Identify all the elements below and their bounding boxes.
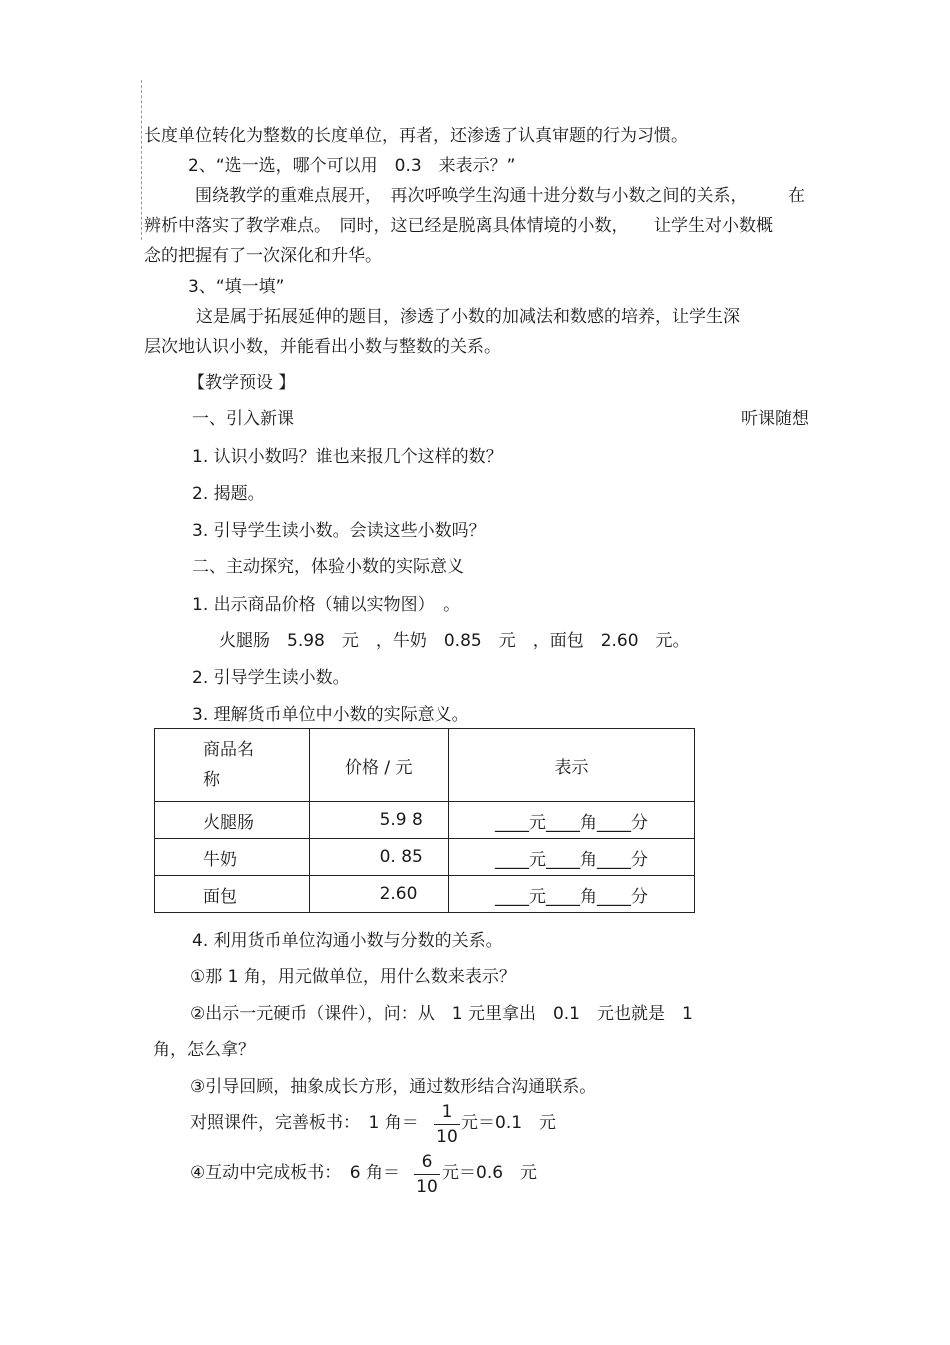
fraction-denominator: 10 bbox=[416, 1177, 438, 1197]
table-row bbox=[155, 802, 695, 839]
list-item: 1. 出示商品价格（辅以实物图） 。 bbox=[192, 595, 461, 615]
paragraph-line: 在 bbox=[788, 186, 805, 206]
fraction-numerator: 1 bbox=[441, 1102, 453, 1122]
price-table bbox=[154, 728, 695, 913]
cell-fill-blanks: ____元____角____分 bbox=[448, 802, 694, 839]
list-item: 4. 利用货币单位沟通小数与分数的关系。 bbox=[192, 931, 503, 951]
cell-price: 0. 85 bbox=[309, 839, 448, 876]
section-heading: 二、主动探究，体验小数的实际意义 bbox=[192, 557, 464, 577]
fraction-denominator: 10 bbox=[436, 1127, 458, 1147]
fraction-numerator: 6 bbox=[421, 1152, 433, 1172]
fraction-six-tenths bbox=[414, 1152, 440, 1197]
list-item: 3. 理解货币单位中小数的实际意义。 bbox=[192, 705, 469, 725]
cell-price: 2.60 bbox=[309, 876, 448, 913]
section-heading: 一、引入新课 bbox=[192, 409, 294, 429]
fraction-bar bbox=[414, 1174, 440, 1175]
item-heading: 2、“选一选，哪个可以用 0.3 来表示？” bbox=[188, 156, 516, 176]
side-note-heading: 听课随想 bbox=[741, 409, 809, 429]
paragraph-line: 念的把握有了一次深化和升华。 bbox=[144, 246, 382, 266]
table-row bbox=[155, 839, 695, 876]
sub-item-continuation: 角，怎么拿？ bbox=[153, 1040, 255, 1060]
fraction-one-tenth bbox=[434, 1102, 460, 1147]
section-heading: 【教学预设 】 bbox=[188, 373, 296, 393]
cell-fill-blanks: ____元____角____分 bbox=[448, 839, 694, 876]
paragraph-line: 层次地认识小数，并能看出小数与整数的关系。 bbox=[144, 337, 501, 357]
header-label bbox=[203, 735, 309, 795]
board-note-lead: 对照课件，完善板书： 1 角＝ bbox=[190, 1113, 419, 1133]
paragraph-line: 长度单位转化为整数的长度单位，再者，还渗透了认真审题的行为习惯。 bbox=[144, 126, 688, 146]
cell-item-name: 火腿肠 bbox=[155, 802, 310, 839]
header-label-line: 商品名 bbox=[203, 740, 254, 760]
cell-fill-blanks: ____元____角____分 bbox=[448, 876, 694, 913]
table-row bbox=[155, 876, 695, 913]
paragraph-line: 这是属于拓展延伸的题目，渗透了小数的加减法和数感的培养，让学生深 bbox=[196, 307, 740, 327]
list-item: 3. 引导学生读小数。会读这些小数吗？ bbox=[192, 521, 486, 541]
board-note-result: 元＝0.6 元 bbox=[442, 1163, 538, 1183]
cell-price: 5.9 8 bbox=[309, 802, 448, 839]
sub-item: ①那 1 角，用元做单位，用什么数来表示？ bbox=[190, 967, 516, 987]
list-item: 1. 认识小数吗？谁也来报几个这样的数？ bbox=[192, 447, 503, 467]
sub-item: ③引导回顾，抽象成长方形，通过数形结合沟通联系。 bbox=[190, 1077, 597, 1097]
header-cell-price: 价格 / 元 bbox=[309, 729, 448, 802]
paragraph-line: 围绕教学的重难点展开， 再次呼唤学生沟通十进分数与小数之间的关系， bbox=[195, 186, 748, 206]
table-header-row bbox=[155, 729, 695, 802]
header-label-line: 称 bbox=[203, 770, 220, 790]
list-item: 2. 引导学生读小数。 bbox=[192, 668, 350, 688]
sub-item: ②出示一元硬币（课件），问：从 1 元里拿出 0.1 元也就是 1 bbox=[190, 1004, 693, 1024]
list-item: 2. 揭题。 bbox=[192, 484, 265, 504]
cell-item-name: 牛奶 bbox=[155, 839, 310, 876]
margin-dashed-line bbox=[141, 80, 142, 240]
board-note-result: 元＝0.1 元 bbox=[461, 1113, 557, 1133]
board-note-lead: ④互动中完成板书： 6 角＝ bbox=[190, 1163, 400, 1183]
header-cell-name bbox=[155, 729, 310, 802]
header-cell-representation: 表示 bbox=[448, 729, 694, 802]
fraction-bar bbox=[434, 1124, 460, 1125]
item-heading: 3、“填一填” bbox=[188, 277, 285, 297]
cell-item-name: 面包 bbox=[155, 876, 310, 913]
paragraph-line: 辨析中落实了教学难点。 同时，这已经是脱离具体情境的小数， 让学生对小数概 bbox=[144, 216, 773, 236]
price-line: 火腿肠 5.98 元 ，牛奶 0.85 元 ，面包 2.60 元。 bbox=[219, 631, 690, 651]
